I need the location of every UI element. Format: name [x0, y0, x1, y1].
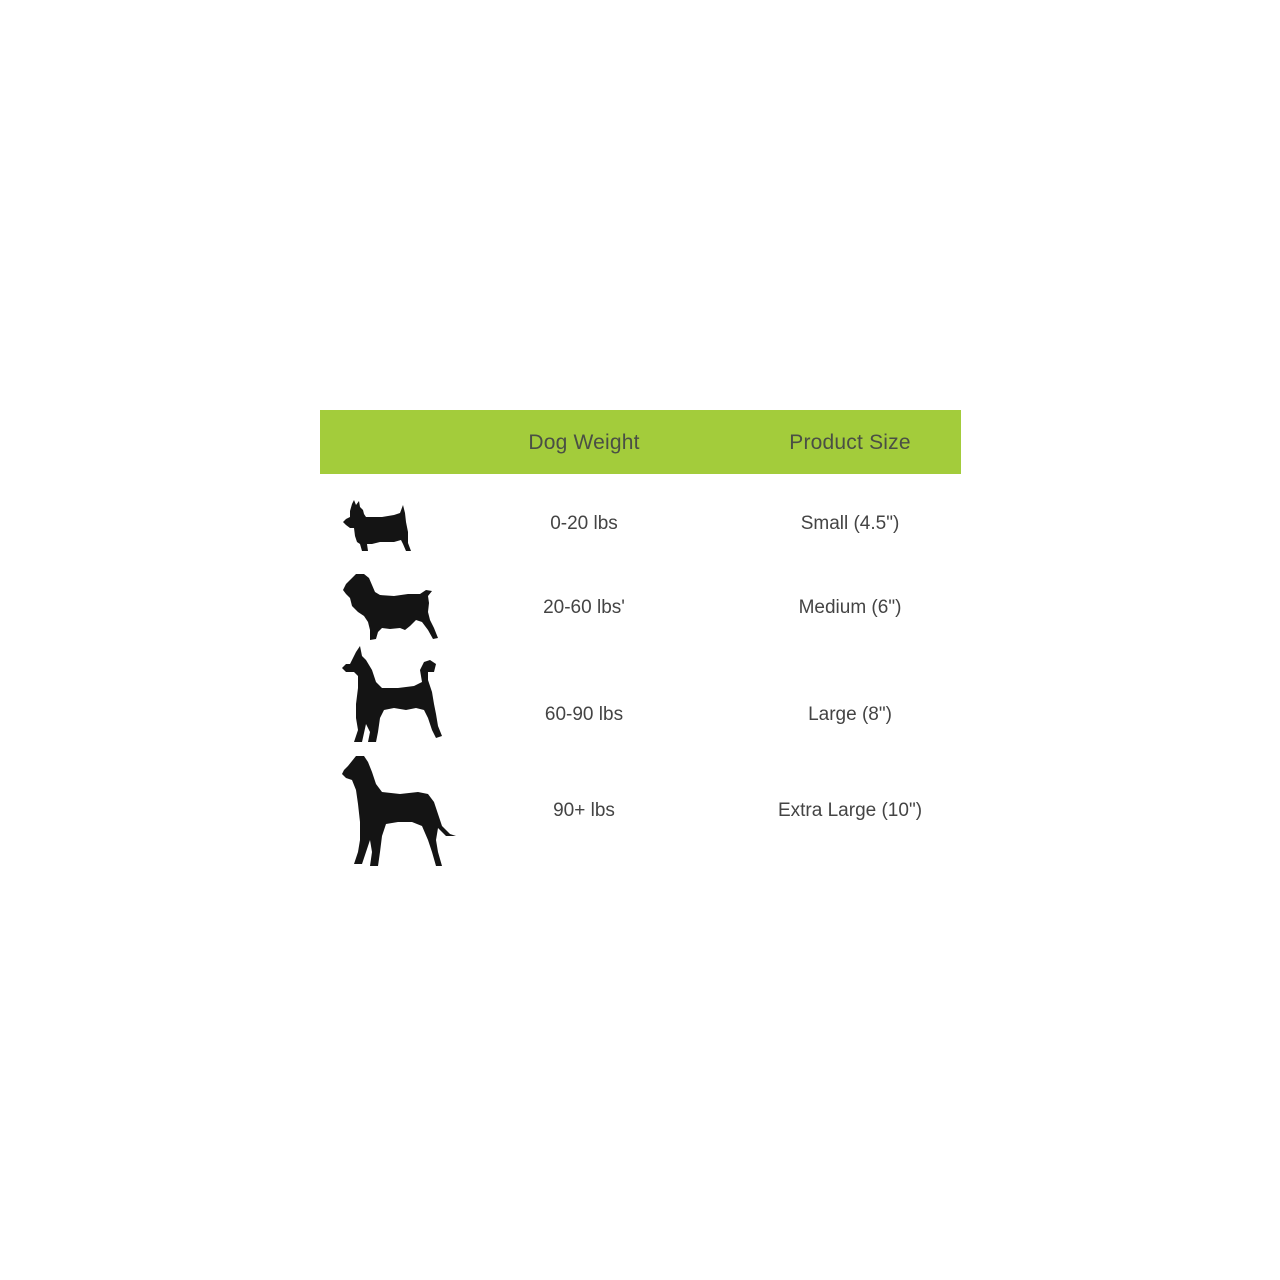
size-chart-table: [320, 410, 961, 821]
table-row: [320, 498, 961, 558]
size-cell: Small (4.5"): [800, 513, 900, 534]
table-row: [320, 570, 961, 646]
table-row: [320, 644, 961, 748]
size-cell: Large (8"): [808, 704, 892, 725]
table-header: [320, 410, 961, 474]
size-cell: Extra Large (10"): [777, 800, 923, 821]
shepherd-dog-icon: [342, 646, 446, 746]
spaniel-icon: [342, 572, 440, 644]
header-product-size: Product Size: [789, 431, 911, 454]
weight-cell: 0-20 lbs: [550, 513, 618, 534]
weight-cell: 90+ lbs: [553, 800, 615, 821]
great-dane-icon: [342, 754, 458, 870]
size-cell: Medium (6"): [798, 597, 902, 618]
weight-cell: 20-60 lbs': [543, 597, 625, 618]
weight-cell: 60-90 lbs: [544, 704, 624, 725]
header-dog-weight: Dog Weight: [528, 431, 640, 454]
table-row: [320, 754, 961, 872]
scottish-terrier-icon: [342, 500, 412, 556]
